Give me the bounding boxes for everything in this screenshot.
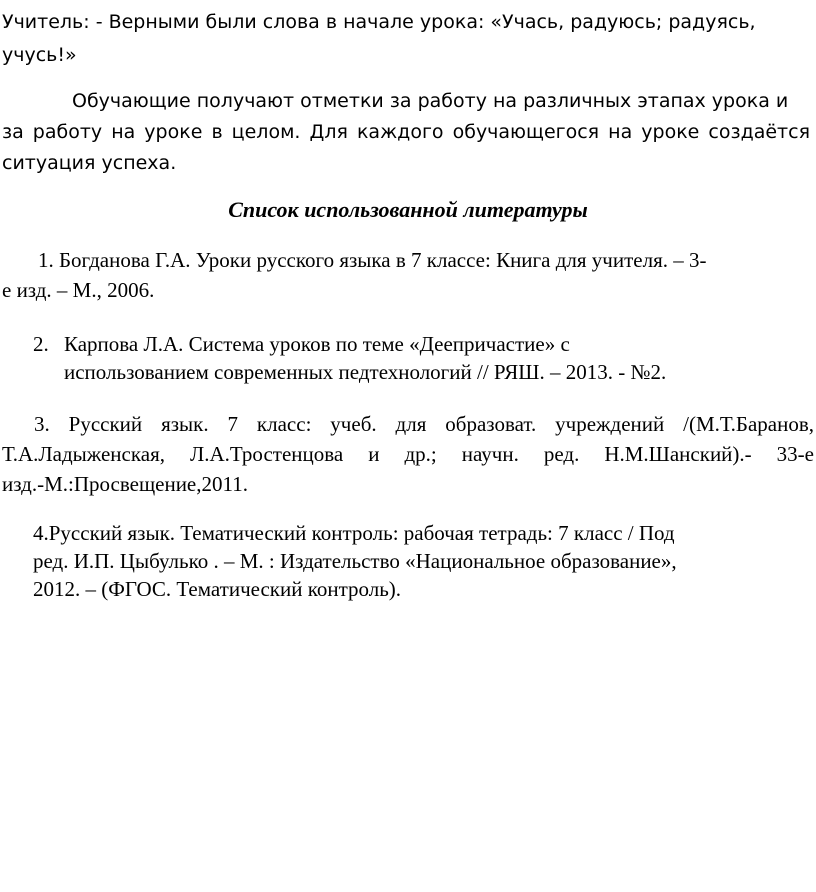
- intro-line-1: Учитель: - Верными были слова в начале урока: «Учась, радуюсь; радуясь,: [2, 11, 756, 33]
- reference-2-line-2: использованием современных педтехнологий // РЯШ. – 2013. - №2.: [64, 360, 667, 384]
- paragraph-line-2: за работу на уроке в целом. Для каждого обучающегося на уроке создаётся: [2, 121, 810, 143]
- reference-4-line-1: 4.Русский язык. Тематический контроль: рабочая тетрадь: 7 класс / Под: [33, 521, 675, 545]
- reference-1-line-2: е изд. – М., 2006.: [2, 278, 155, 302]
- paragraph-line-3: ситуация успеха.: [2, 152, 177, 174]
- reference-2-line-1: Карпова Л.А. Система уроков по теме «Деепричастие» с: [64, 332, 570, 356]
- reference-4-line-3: 2012. – (ФГОС. Тематический контроль).: [33, 577, 402, 601]
- paragraph-line-1: Обучающие получают отметки за работу на различных этапах урока и: [72, 90, 789, 112]
- reference-1-line-1: 1. Богданова Г.А. Уроки русского языка в 7 классе: Книга для учителя. – 3-: [38, 248, 707, 272]
- reference-2-number: 2.: [33, 332, 49, 356]
- reference-3-line-3: изд.-М.:Просвещение,2011.: [2, 472, 248, 496]
- reference-3-line-1: 3. Русский язык. 7 класс: учеб. для образоват. учреждений /(М.Т.Баранов,: [34, 412, 814, 436]
- intro-line-2: учусь!»: [2, 44, 77, 66]
- reference-4-line-2: ред. И.П. Цыбулько . – М. : Издательство «Национальное образование»,: [33, 549, 677, 573]
- bibliography-heading: Список использованной литературы: [228, 197, 588, 222]
- reference-3-line-2: Т.А.Ладыженская, Л.А.Тростенцова и др.; научн. ред. Н.М.Шанский).- 33-е: [2, 442, 814, 466]
